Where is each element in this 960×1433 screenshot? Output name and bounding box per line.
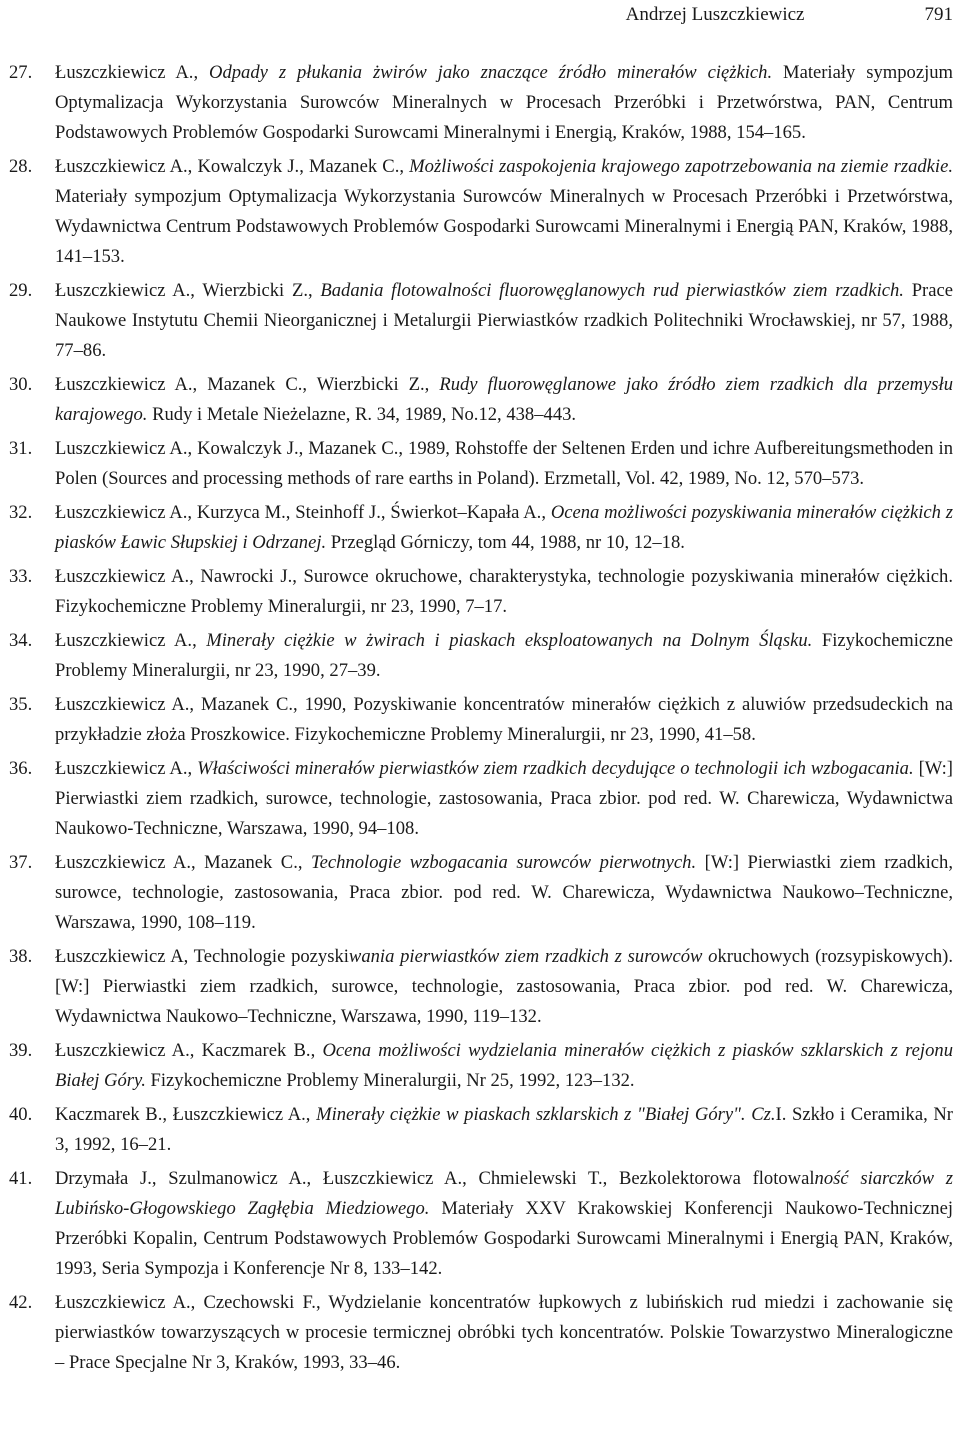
reference-number: 29. (9, 280, 33, 301)
reference-item (8, 152, 953, 272)
reference-item (8, 754, 953, 844)
reference-title: Minerały ciężkie w żwirach i piaskach eksploatowanych na Dolnym Śląsku. (206, 630, 813, 651)
reference-source: Fizykochemiczne Problemy Mineralurgii, nr 23, 1990, 27–39. (55, 630, 953, 681)
reference-authors: Łuszczkiewicz A., Mazanek C., (55, 852, 311, 873)
reference-item (8, 434, 953, 494)
reference-source: Prace Naukowe Instytutu Chemii Nieorganicznej i Metalurgii Pierwiastków rzadkich Politechniki Wrocławskiej, nr 57, 1988, 77–86. (55, 280, 953, 361)
reference-number: 36. (9, 758, 33, 779)
running-header (8, 0, 953, 30)
reference-source: 1990, Pozyskiwanie koncentratów minerałów ciężkich z aluwiów przedsudeckich na przykładzie złoża Proszkowice. Fizykochemiczne Problemy Mineralurgii, nr 23, 1990, 41–58. (55, 694, 953, 745)
reference-title: Minerały ciężkie w piaskach szklarskich z "Białej Góry". Cz. (316, 1104, 776, 1125)
reference-item (8, 498, 953, 558)
reference-number: 34. (9, 630, 33, 651)
header-author: Andrzej Luszczkiewicz (625, 4, 805, 25)
reference-title: wania pierwiastków ziem rzadkich z surowców o (348, 946, 718, 967)
reference-authors: Łuszczkiewicz A., (55, 758, 198, 779)
reference-number: 35. (9, 694, 33, 715)
reference-authors: Łuszczkiewicz A., Wierzbicki Z., (55, 280, 321, 301)
reference-number: 37. (9, 852, 33, 873)
reference-item (8, 848, 953, 938)
reference-authors: Łuszczkiewicz A., Mazanek C., (55, 694, 305, 715)
reference-source: Wydzielanie koncentratów łupkowych z lubińskich rud miedzi i zachowanie się pierwiastków towarzyszących w procesie termicznej obróbki tych koncentratów. Polskie Towarzystwo Mineralogiczne – Prace Specjalne Nr 3, Kraków, 1993, 33–46. (55, 1292, 954, 1373)
reference-source: kruchowych (rozsypiskowych). [W:] Pierwiastki ziem rzadkich, surowce, technologie, zastosowania, Praca zbior. pod red. W. Charewicza, Wydawnictwa Naukowo–Techniczne, Warszawa, 1990, 119–132. (55, 946, 953, 1027)
reference-list (8, 58, 953, 1378)
reference-authors: Łuszczkiewicz A., Kowalczyk J., Mazanek C., (55, 156, 410, 177)
reference-number: 41. (9, 1168, 33, 1189)
reference-authors: Drzymała J., Szulmanowicz A., Łuszczkiewicz A., Chmielewski T., Bezkolektorowa flotowal (55, 1168, 815, 1189)
reference-authors: Łuszczkiewicz A., Mazanek C., Wierzbicki Z., (55, 374, 440, 395)
reference-item (8, 562, 953, 622)
reference-title: Możliwości zaspokojenia krajowego zapotrzebowania na ziemie rzadkie. (409, 156, 953, 177)
reference-title: Technologie wzbogacania surowców pierwotnych. (311, 852, 697, 873)
reference-number: 27. (9, 62, 33, 83)
reference-source: Przegląd Górniczy, tom 44, 1988, nr 10, 12–18. (326, 532, 685, 553)
reference-title: Ocena możliwości wydzielania minerałów ciężkich z piasków szklarskich z rejonu Białej Góry. (55, 1040, 953, 1091)
reference-item (8, 1036, 953, 1096)
reference-number: 30. (9, 374, 33, 395)
reference-authors: Łuszczkiewicz A., (55, 630, 207, 651)
reference-title: Odpady z płukania żwirów jako znaczące źródło minerałów ciężkich. (209, 62, 773, 83)
reference-title: Rudy fluorowęglanowe jako źródło ziem rzadkich dla przemysłu karajowego. (55, 374, 953, 425)
reference-authors: Kaczmarek B., Łuszczkiewicz A., (55, 1104, 317, 1125)
reference-number: 38. (9, 946, 33, 967)
reference-source: I. Szkło i Ceramika, Nr 3, 1992, 16–21. (55, 1104, 953, 1155)
reference-number: 31. (9, 438, 33, 459)
reference-authors: Łuszczkiewicz A., Czechowski F., (55, 1292, 329, 1313)
page-number: 791 (924, 4, 953, 25)
reference-number: 39. (9, 1040, 33, 1061)
reference-authors: Łuszczkiewicz A., Nawrocki J., (55, 566, 304, 587)
reference-source: Materiały sympozjum Optymalizacja Wykorzystania Surowców Mineralnych w Procesach Przeróbki i Przetwórstwa, PAN, Centrum Podstawowych Problemów Gospodarki Surowcami Mineralnymi i Energią, Kraków, 1988, 154–165. (55, 62, 954, 143)
reference-number: 33. (9, 566, 33, 587)
reference-source: 1989, Rohstoffe der Seltenen Erden und ichre Aufbereitungsmethoden in Polen (Sources and processing methods of rare earths in Poland). Erzmetall, Vol. 42, 1989, No. 12, 570–573. (55, 438, 953, 489)
reference-number: 28. (9, 156, 33, 177)
reference-title: ność siarczków z Lubińsko-Głogowskiego Zagłębia Miedziowego. (55, 1168, 953, 1219)
reference-source: Surowce okruchowe, charakterystyka, technologie pozyskiwania minerałów ciężkich. Fizykochemiczne Problemy Mineralurgii, nr 23, 1990, 7–17. (55, 566, 954, 617)
reference-authors: Luszczkiewicz A., Kowalczyk J., Mazanek C., (55, 438, 409, 459)
reference-item (8, 626, 953, 686)
reference-title: Ocena możliwości pozyskiwania minerałów ciężkich z piasków Ławic Słupskiej i Odrzanej. (55, 502, 953, 553)
reference-source: Materiały XXV Krakowskiej Konferencji Naukowo-Technicznej Przeróbki Kopalin, Centrum Podstawowych Problemów Gospodarki Surowcami Mineralnymi i Energią PAN, Kraków, 1993, Seria Sympozja i Konferencje Nr 8, 133–142. (55, 1198, 953, 1279)
reference-item (8, 276, 953, 366)
reference-source: Rudy i Metale Nieżelazne, R. 34, 1989, No.12, 438–443. (147, 404, 577, 425)
reference-source: Materiały sympozjum Optymalizacja Wykorzystania Surowców Mineralnych w Procesach Przeróbki i Przetwórstwa, Wydawnictwa Centrum Podstawowych Problemów Gospodarki Surowcami Mineralnymi i Energią PAN, Kraków, 1988, 141–153. (55, 186, 953, 267)
reference-item (8, 1288, 953, 1378)
reference-title: Właściwości minerałów pierwiastków ziem rzadkich decydujące o technologii ich wzbogacania. (197, 758, 914, 779)
reference-item (8, 370, 953, 430)
reference-item (8, 1164, 953, 1284)
reference-source: [W:] Pierwiastki ziem rzadkich, surowce, technologie, zastosowania, Praca zbior. pod red. W. Charewicza, Wydawnictwa Naukowo-Techniczne, Warszawa, 1990, 94–108. (55, 758, 953, 839)
reference-authors: Łuszczkiewicz A., Kaczmarek B., (55, 1040, 323, 1061)
reference-number: 32. (9, 502, 33, 523)
reference-item (8, 690, 953, 750)
reference-title: Badania flotowalności fluorowęglanowych rud pierwiastków ziem rzadkich. (320, 280, 904, 301)
reference-number: 40. (9, 1104, 33, 1125)
reference-source: [W:] Pierwiastki ziem rzadkich, surowce, technologie, zastosowania, Praca zbior. pod red. W. Charewicza, Wydawnictwa Naukowo–Techniczne, Warszawa, 1990, 108–119. (55, 852, 953, 933)
reference-source: Fizykochemiczne Problemy Mineralurgii, Nr 25, 1992, 123–132. (145, 1070, 635, 1091)
reference-number: 42. (9, 1292, 33, 1313)
reference-item (8, 1100, 953, 1160)
reference-authors: Łuszczkiewicz A., Kurzyca M., Steinhoff J., Świerkot–Kapała A., (55, 502, 551, 523)
reference-authors: Łuszczkiewicz A, Technologie pozyski (55, 946, 349, 967)
reference-item (8, 58, 953, 148)
reference-item (8, 942, 953, 1032)
reference-authors: Łuszczkiewicz A., (55, 62, 210, 83)
